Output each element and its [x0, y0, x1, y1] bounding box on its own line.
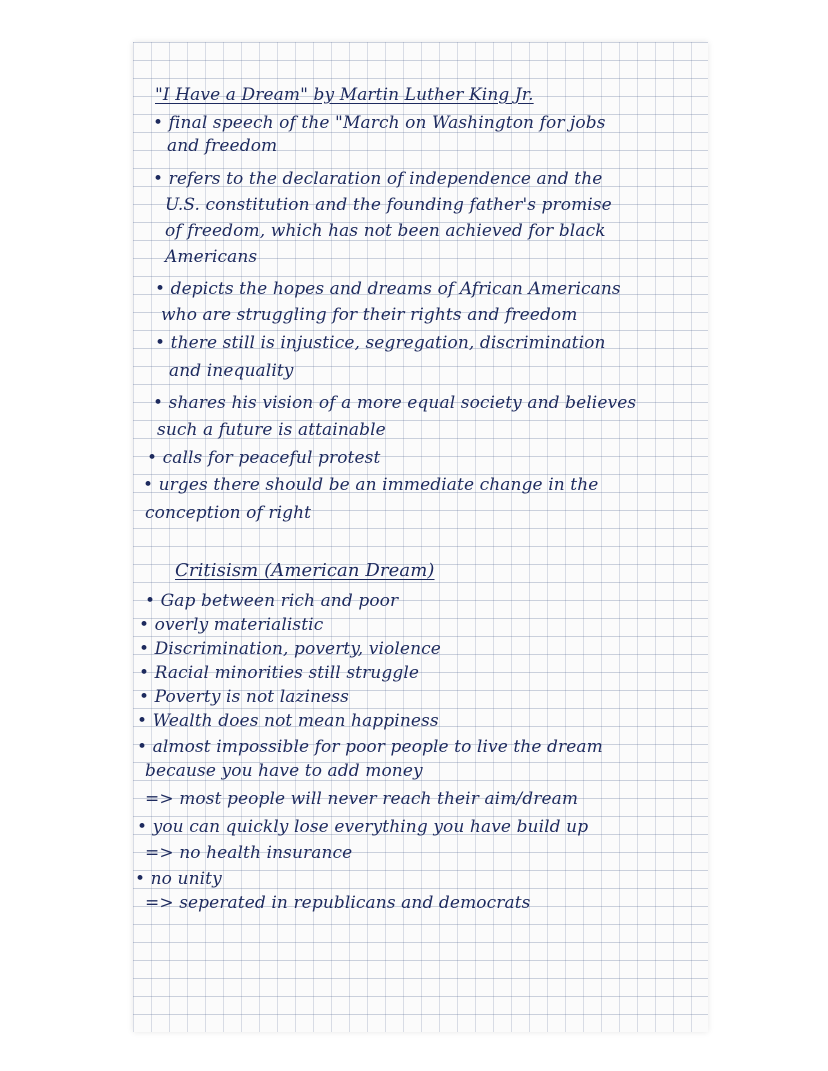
page-title: "I Have a Dream" by Martin Luther King Jr. — [155, 85, 534, 105]
note-line: • no unity — [135, 869, 222, 889]
note-line: • Gap between rich and poor — [145, 591, 399, 611]
note-line: • Wealth does not mean happiness — [137, 711, 439, 731]
note-line: Americans — [165, 247, 258, 267]
note-line: and freedom — [167, 136, 278, 156]
note-line: • depicts the hopes and dreams of African Americans — [155, 279, 621, 299]
note-line: • overly materialistic — [139, 615, 324, 635]
note-line: • urges there should be an immediate change in the — [143, 475, 599, 495]
note-line: and inequality — [169, 361, 294, 381]
note-line: • calls for peaceful protest — [147, 448, 381, 468]
note-line: because you have to add money — [145, 761, 423, 781]
note-line: • you can quickly lose everything you have build up — [137, 817, 589, 837]
note-line: • refers to the declaration of independence and the — [153, 169, 603, 189]
note-line: of freedom, which has not been achieved for black — [165, 221, 606, 241]
notebook-page — [133, 42, 708, 1032]
note-line: • Racial minorities still struggle — [139, 663, 420, 683]
note-line: • there still is injustice, segregation, discrimination — [155, 333, 606, 353]
note-line: U.S. constitution and the founding father's promise — [165, 195, 612, 215]
note-line: • Poverty is not laziness — [139, 687, 349, 707]
note-line: such a future is attainable — [157, 420, 386, 440]
note-line: • shares his vision of a more equal society and believes — [153, 393, 637, 413]
note-line: • almost impossible for poor people to live the dream — [137, 737, 603, 757]
note-line: • final speech of the "March on Washington for jobs — [153, 113, 606, 133]
note-line: who are struggling for their rights and freedom — [161, 305, 578, 325]
note-line: => most people will never reach their aim/dream — [145, 789, 579, 809]
criticism-heading: Critisism (American Dream) — [175, 560, 435, 581]
note-line: => no health insurance — [145, 843, 353, 863]
note-line: => seperated in republicans and democrats — [145, 893, 531, 913]
note-line: conception of right — [145, 503, 312, 523]
note-line: • Discrimination, poverty, violence — [139, 639, 441, 659]
